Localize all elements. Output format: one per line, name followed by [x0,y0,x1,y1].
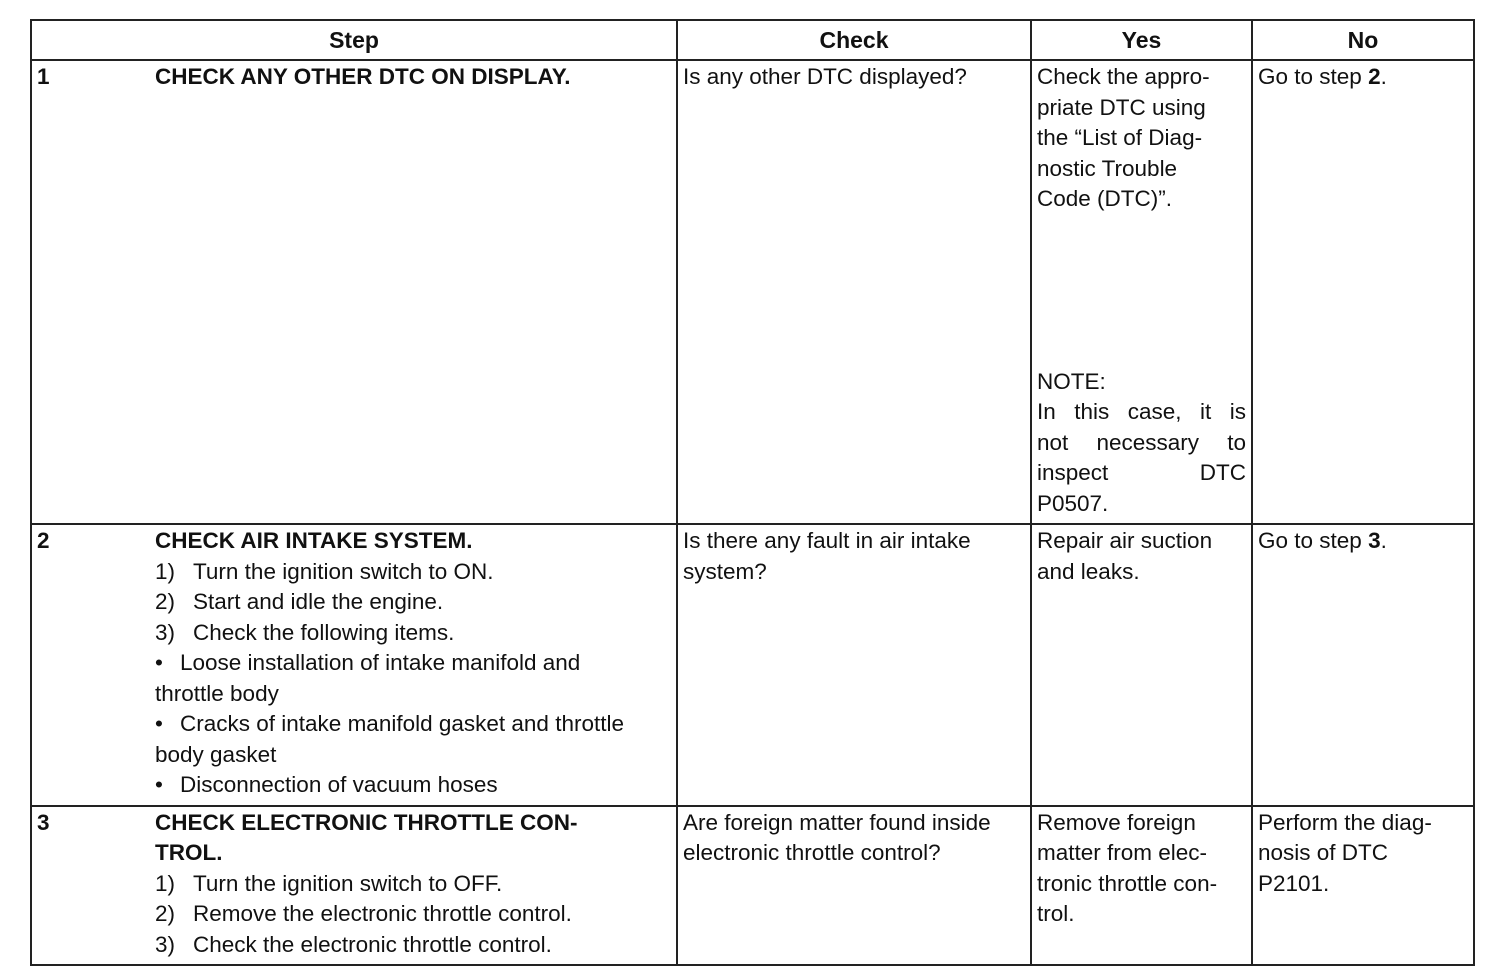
substep [155,869,671,900]
bullet-continuation: body gasket [155,741,277,767]
substep-text: Check the electronic throttle control. [193,931,552,957]
yes-line: the “List of Diag- [1037,125,1203,150]
bullet-icon: • [155,650,163,675]
substep-text: Turn the ignition switch to OFF. [193,870,503,896]
yes-cell [1031,524,1252,806]
step-title: CHECK ELECTRONIC THROTTLE CON- [155,809,578,835]
step-number: 2 [37,528,50,553]
header-no: No [1252,20,1474,60]
check-line: Are foreign matter found inside [683,809,991,835]
substep-number: 2) [155,901,176,926]
check-line: Is there any fault in air intake [683,528,971,553]
bullet-text: Cracks of intake manifold gasket and throttle [180,711,624,736]
step-ref: 2 [1368,64,1381,89]
no-text-suffix: . [1380,64,1387,89]
bullet-item [155,770,671,801]
check-cell [677,524,1031,806]
note-line: In this case, it is [1037,399,1246,424]
step-cell [31,60,677,524]
table-row [31,524,1474,806]
yes-line: Remove foreign [1037,809,1196,835]
check-line: system? [683,558,767,584]
substep [155,557,671,588]
note-line: inspect DTC [1037,460,1246,485]
yes-cell [1031,60,1252,524]
substep-text: Check the following items. [193,619,455,645]
step-number: 1 [37,64,50,89]
check-text: Is any other DTC displayed? [683,64,967,89]
check-cell [677,806,1031,966]
substep-number: 3) [155,619,176,645]
header-step: Step [31,20,677,60]
yes-line: Repair air suction [1037,528,1213,553]
yes-line: and leaks. [1037,558,1140,584]
yes-line: tronic throttle con- [1037,870,1218,896]
yes-line: priate DTC using [1037,94,1206,120]
header-yes: Yes [1031,20,1252,60]
table-row [31,60,1474,524]
substep-number: 1) [155,870,176,896]
bullet-continuation: throttle body [155,680,279,706]
step-title-cont: TROL. [155,840,223,865]
substep-text: Remove the electronic throttle control. [193,901,572,926]
no-line: P2101. [1258,870,1330,896]
note-line: P0507. [1037,490,1109,516]
substep [155,587,671,618]
step-ref: 3 [1368,528,1381,553]
yes-line: Code (DTC)”. [1037,186,1173,211]
header-row [31,20,1474,60]
substep-text: Turn the ignition switch to ON. [193,558,494,584]
yes-line: trol. [1037,901,1075,926]
substep-number: 1) [155,558,176,584]
step-number: 3 [37,809,50,835]
bullet-icon: • [155,711,163,736]
bullet-icon: • [155,772,163,797]
no-cell [1252,806,1474,966]
step-cell [31,806,677,966]
no-cell [1252,524,1474,806]
no-line: nosis of DTC [1258,840,1389,865]
substep-number: 3) [155,931,176,957]
bullet-text: Disconnection of vacuum hoses [180,772,498,797]
bullet-item [155,648,671,679]
substep [155,899,671,930]
yes-line: Check the appro- [1037,64,1210,89]
no-text: Go to step [1258,64,1369,89]
no-text-suffix: . [1380,528,1387,553]
substep-text: Start and idle the engine. [193,589,444,614]
bullet-item [155,709,671,740]
no-line: Perform the diag- [1258,809,1432,835]
header-check: Check [677,20,1031,60]
yes-cell [1031,806,1252,966]
table-row [31,806,1474,966]
note-line: not necessary to [1037,429,1246,455]
substep [155,930,671,961]
check-line: electronic throttle control? [683,840,941,865]
substep [155,618,671,649]
step-title: CHECK AIR INTAKE SYSTEM. [155,528,473,553]
yes-line: nostic Trouble [1037,155,1178,181]
bullet-text: Loose installation of intake manifold and [180,650,581,675]
no-cell [1252,60,1474,524]
no-text: Go to step [1258,528,1369,553]
check-cell [677,60,1031,524]
step-cell [31,524,677,806]
yes-line: matter from elec- [1037,840,1208,865]
note-label: NOTE: [1037,368,1106,394]
substep-number: 2) [155,589,176,614]
diagnostic-table [30,19,1475,966]
step-title: CHECK ANY OTHER DTC ON DISPLAY. [155,64,571,89]
